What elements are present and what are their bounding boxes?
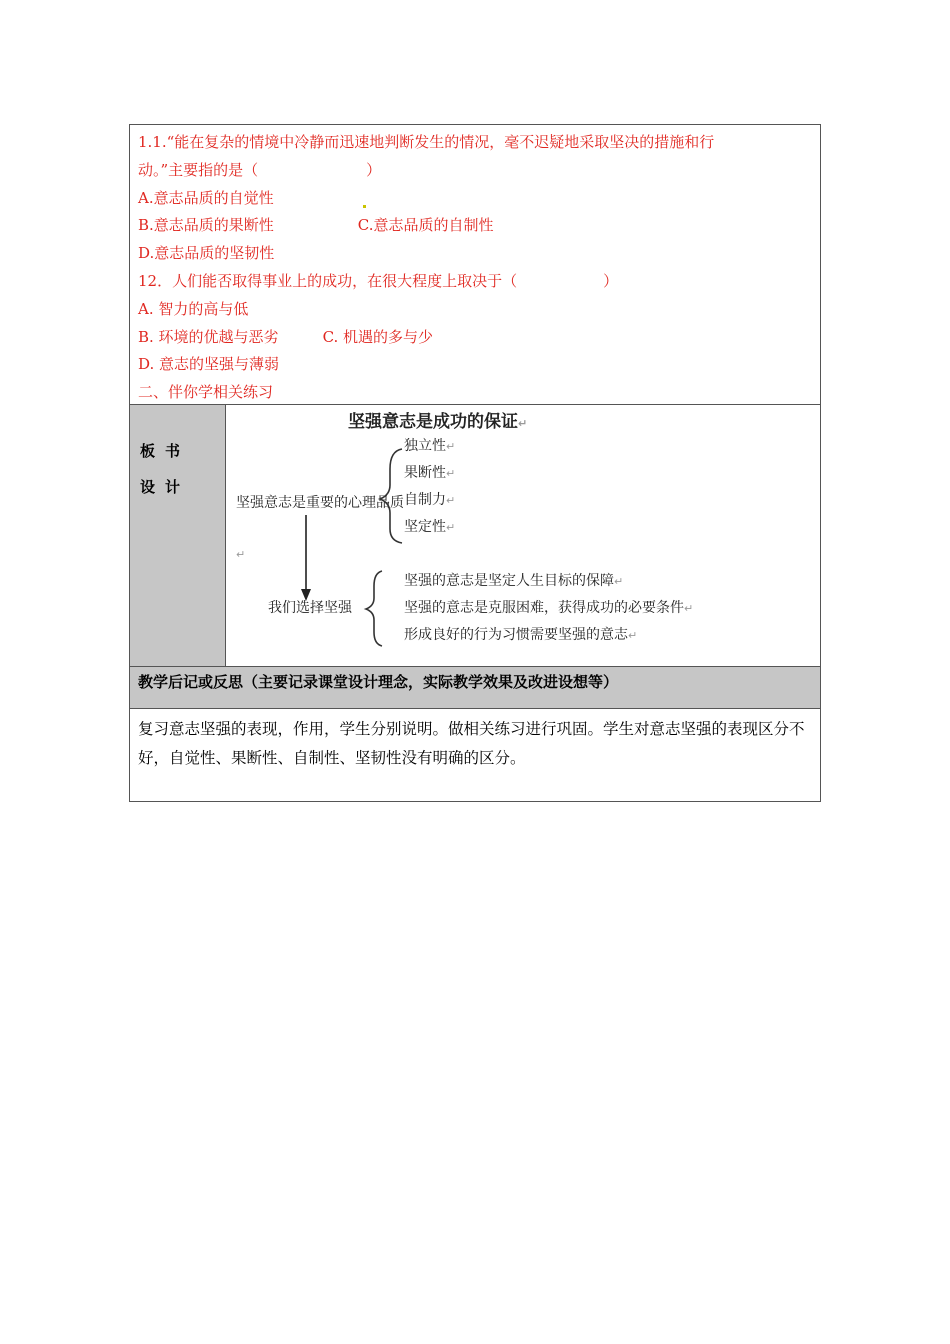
reason-item: 形成良好的行为习惯需要坚强的意志↵ — [404, 627, 638, 643]
board-choice: 我们选择坚强 — [268, 600, 352, 616]
lesson-plan-table — [129, 124, 821, 802]
reason-item: 坚强的意志是克服困难，获得成功的必要条件↵ — [404, 600, 694, 616]
exercise-cell — [130, 125, 820, 405]
reflection-heading: 教学后记或反思（主要记录课堂设计理念，实际教学效果及改进设想等） — [130, 667, 820, 709]
quality-item: 独立性↵ — [404, 438, 456, 454]
quality-item: 果断性↵ — [404, 465, 456, 481]
question-12-option-d: D. 意志的坚强与薄弱 — [138, 355, 280, 374]
board-main-point: 坚强意志是重要的心理品质 — [236, 495, 404, 511]
quality-item: 坚定性↵ — [404, 519, 456, 535]
board-title: 坚强意志是成功的保证↵ — [348, 412, 528, 432]
question-11-option-a: A.意志品质的自觉性 — [138, 185, 812, 213]
reason-item: 坚强的意志是坚定人生目标的保障↵ — [404, 573, 624, 589]
question-11-option-d: D.意志品质的坚韧性 — [138, 244, 275, 263]
question-11-line2: 动。”主要指的是（ ） — [138, 160, 382, 179]
down-arrow-icon — [296, 513, 316, 603]
question-11-option-b-c: B.意志品质的果断性 C.意志品质的自制性 — [138, 216, 494, 235]
blackboard-diagram — [226, 405, 820, 666]
board-design-row — [130, 405, 820, 667]
brace-icon — [362, 568, 402, 648]
return-mark: ↵ — [236, 548, 246, 561]
section-heading: 二、伴你学相关练习 — [138, 383, 274, 402]
question-12-stem: 12．人们能否取得事业上的成功，在很大程度上取决于（ ） — [138, 271, 619, 290]
stray-dot — [363, 205, 366, 208]
quality-item: 自制力↵ — [404, 492, 456, 508]
question-12-option-b-c: B. 环境的优越与恶劣 C. 机遇的多与少 — [138, 327, 434, 346]
question-12-option-a: A. 智力的高与低 — [138, 299, 249, 318]
question-11-line1: 1.1.“能在复杂的情境中冷静而迅速地判断发生的情况，毫不迟疑地采取坚决的措施和行 — [138, 133, 715, 151]
reflection-body: 复习意志坚强的表现，作用，学生分别说明。做相关练习进行巩固。学生对意志坚强的表现区分不好，自觉性、果断性、自制性、坚韧性没有明确的区分。 — [138, 720, 805, 767]
board-design-label: 板书 设计 — [130, 405, 226, 666]
